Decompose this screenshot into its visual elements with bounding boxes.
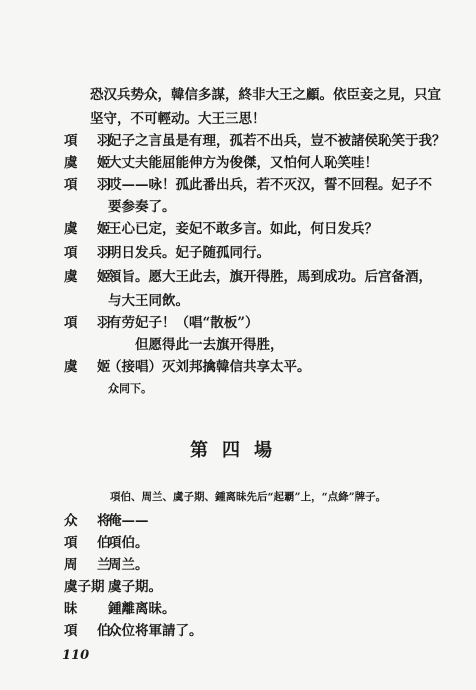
dialogue-text: 領旨。愿大王此去，旗开得胜，馬到成功。后宫备酒， (108, 269, 432, 285)
dialogue-line (64, 598, 446, 620)
speaker-name: 虞 姬 (64, 269, 114, 285)
dialogue-line (64, 510, 446, 532)
dialogue-line (64, 266, 446, 288)
text-line: 坚守，不可輕动。大王三思！ (90, 111, 266, 127)
speaker-name: 昧 (64, 601, 81, 617)
speaker-name: 虞 姬 (64, 155, 114, 171)
dialogue-line (64, 152, 446, 174)
speaker-name: 項 羽 (64, 133, 114, 149)
speaker-name: 項 伯 (64, 623, 114, 639)
dialogue-line (64, 242, 446, 264)
dialogue-text: 王心已定，妾妃不敢多言。如此，何日发兵？ (108, 221, 378, 237)
dialogue-text: 俺—— (108, 513, 149, 529)
dialogue-line (64, 174, 446, 196)
dialogue-text: （接唱）灭刘邦擒韓信共享太平。 (108, 359, 311, 375)
dialogue-text: 妃子之言虽是有理，孤若不出兵，豈不被諸侯恥笑于我？ (108, 133, 446, 149)
dialogue-line (64, 554, 446, 576)
song-line: 但愿得此一去旗开得胜， (108, 337, 284, 353)
dialogue-text: 項伯。 (108, 535, 149, 551)
speaker-name: 項 羽 (64, 177, 114, 193)
dialogue-line (64, 218, 446, 240)
dialogue-text: 虞子期。 (108, 579, 162, 595)
dialogue-text: 大丈夫能屈能伸方为俊傑，又怕何人恥笑哇！ (108, 155, 378, 171)
speaker-name: 虞 姬 (64, 221, 114, 237)
dialogue-line (64, 356, 446, 378)
speaker-name: 众 将 (64, 513, 114, 529)
speaker-name: 項 羽 (64, 315, 114, 331)
dialogue-text: 哎——咏！孤此番出兵，若不灭汉，誓不回程。妃子不 (108, 177, 432, 193)
scene-title: 第四場 (190, 440, 286, 461)
dialogue-line (64, 532, 446, 554)
dialogue-text: 有劳妃子！（唱“散板”） (108, 315, 259, 331)
speaker-name: 周 兰 (64, 557, 114, 573)
speaker-name: 項 羽 (64, 245, 114, 261)
stage-direction-exit: 众同下。 (108, 382, 152, 395)
text-line: 恐汉兵势众，韓信多謀，終非大王之顧。依臣妾之見，只宜 (90, 87, 441, 103)
dialogue-text: 众位将軍請了。 (108, 623, 203, 639)
text-line: 要参奏了。 (108, 199, 176, 215)
dialogue-text: 明日发兵。妃子随孤同行。 (108, 245, 270, 261)
dialogue-line (64, 130, 446, 152)
dialogue-line (64, 312, 446, 334)
dialogue-line (64, 576, 446, 598)
text-line: 与大王同飲。 (108, 293, 189, 309)
speaker-name: 項 伯 (64, 535, 114, 551)
dialogue-text: 周兰。 (108, 557, 149, 573)
dialogue-text: 鍾離离昧。 (108, 601, 176, 617)
speaker-name: 虞子期 (64, 579, 105, 595)
stage-direction: 項伯、周兰、虞子期、鍾离昧先后“起覇”上，“点絳”牌子。 (110, 491, 387, 503)
speaker-name: 虞 姬 (64, 359, 114, 375)
dialogue-line (64, 620, 446, 642)
page-number: 110 (62, 648, 90, 663)
